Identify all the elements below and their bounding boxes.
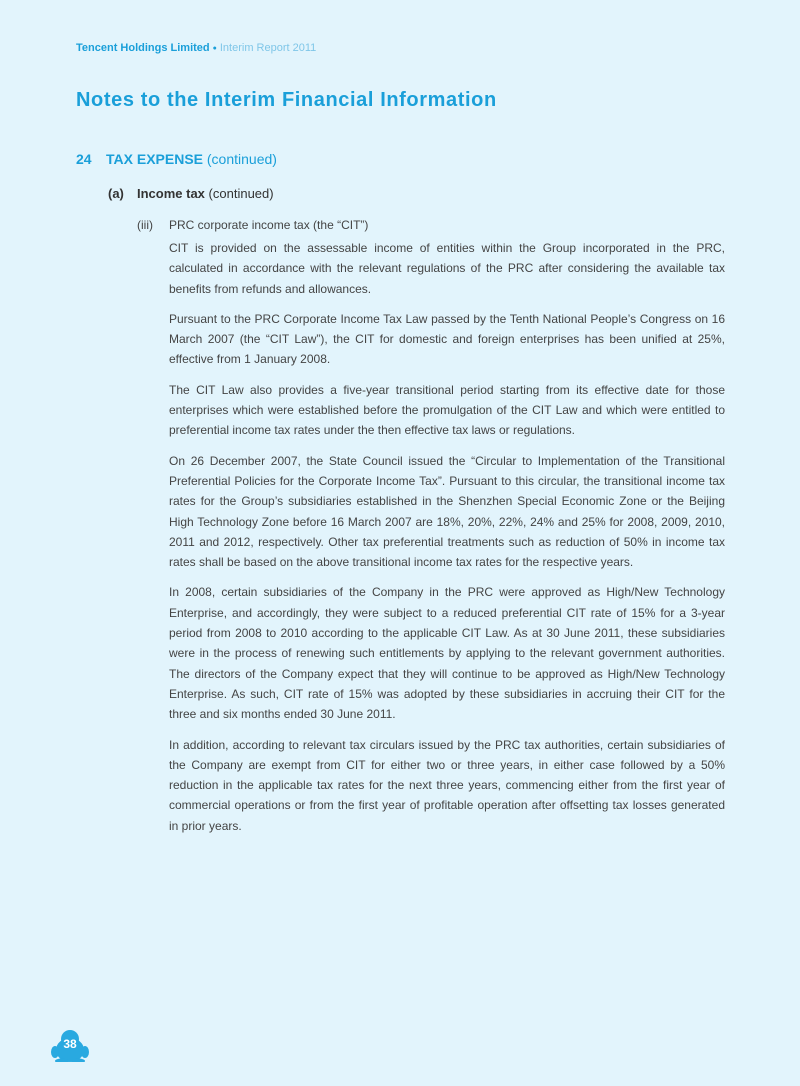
paragraph: The CIT Law also provides a five-year transitional period starting from its effective date for those enterprises which were established before the promulgation of the CIT Law and which were entitled to preferential income tax rates under the then effective tax laws or regulations. <box>169 382 725 438</box>
body-text <box>169 238 725 846</box>
paragraph: CIT is provided on the assessable income of entities within the Group incorporated in the PRC, calculated in accordance with the relevant regulations of the PRC after considering the available tax benefits from refunds and allowances. <box>169 241 725 296</box>
report-name: Interim Report 2011 <box>219 42 317 54</box>
paragraph: In addition, according to relevant tax circulars issued by the PRC tax authorities, certain subsidiaries of the Company are exempt from CIT for either two or three years, in either case followed by a 50% reduction in the applicable tax rates for the next three years, commencing either from the first year of commercial operations or from the first year of profitable operation after offsetting tax losses generated in prior years. <box>169 737 725 833</box>
subsection-suffix: (continued) <box>208 186 274 201</box>
company-name: Tencent Holdings Limited <box>76 42 210 54</box>
page-number-badge <box>50 1030 90 1062</box>
page-title: Notes to the Interim Financial Information <box>76 89 497 111</box>
subsection-title: Income tax <box>137 186 205 201</box>
section-title: TAX EXPENSE <box>106 151 203 167</box>
section-suffix: (continued) <box>206 151 277 167</box>
item-heading <box>137 218 368 232</box>
running-header <box>76 42 316 54</box>
page-number: 38 <box>63 1037 77 1051</box>
subsection-heading <box>108 186 274 201</box>
paragraph: In 2008, certain subsidiaries of the Company in the PRC were approved as High/New Technology Enterprise, and accordingly, they were subject to a reduced preferential CIT rate of 15% for a 3-year period from 2008 to 2010 according to the applicable CIT Law. As at 30 June 2011, these subsidiaries were in the process of renewing such entitlements by applying to the relevant government authorities. The directors of the Company expect that they will continue to be approved as High/New Technology Enterprise. As such, CIT rate of 15% was adopted by these subsidiaries in accruing their CIT for the three and six months ended 30 June 2011. <box>169 585 725 722</box>
section-heading <box>76 151 277 167</box>
header-separator-dot: ● <box>212 44 217 52</box>
paragraph: On 26 December 2007, the State Council issued the “Circular to Implementation of the Transitional Preferential Policies for the Corporate Income Tax”. Pursuant to this circular, the transitional income tax rates for the Group’s subsidiaries established in the Shenzhen Special Economic Zone or the Beijing High Technology Zone before 16 March 2007 are 18%, 20%, 22%, 24% and 25% for 2008, 2009, 2010, 2011 and 2012, respectively. Other tax preferential treatments such as reduction of 50% in income tax rates shall be based on the above transitional income tax rates for the respective years. <box>169 453 725 570</box>
item-title: PRC corporate income tax (the “CIT”) <box>169 218 369 232</box>
subsection-letter: (a) <box>108 186 124 201</box>
paragraph: Pursuant to the PRC Corporate Income Tax Law passed by the Tenth National People’s Congress on 16 March 2007 (the “CIT Law”), the CIT for domestic and foreign enterprises has been unified at 25%, effective from 1 January 2008. <box>169 311 725 367</box>
item-numeral: (iii) <box>137 218 153 232</box>
section-number: 24 <box>76 151 92 167</box>
